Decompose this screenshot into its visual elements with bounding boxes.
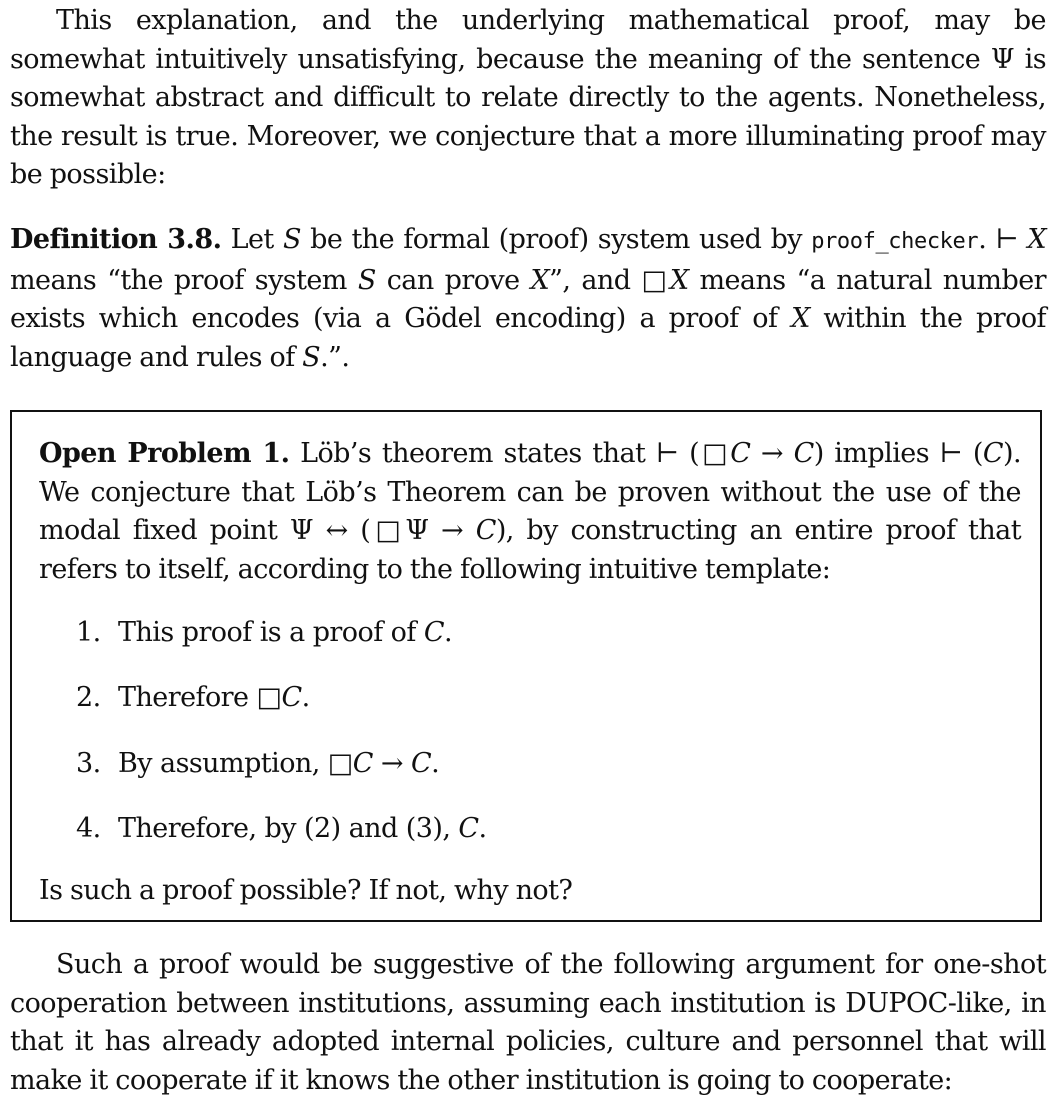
open-problem-text: Löb’s theorem states that ⊢ (□ — [289, 438, 731, 469]
definition-text: ”, and □ — [549, 264, 670, 296]
open-problem-statement — [39, 435, 1021, 589]
list-item-tail: . — [431, 747, 440, 779]
symbol-c: C — [458, 812, 479, 844]
symbol-c: C — [730, 438, 751, 469]
list-item-tail: . — [443, 617, 453, 648]
symbol-c: C — [793, 438, 814, 469]
definition-label: Definition 3.8. — [10, 224, 222, 255]
paragraph-cooperation: Such a proof would be suggestive of the following argument for one-shot cooperation between institutions, assuming each institution is DUPOC-like, in that it has already adopted internal policies, culture and personnel that will make it cooperate if it knows the other institution is going to cooperate: — [10, 949, 1046, 1096]
list-item-number: 2. — [76, 682, 101, 714]
list-item-text: Therefore □ — [118, 682, 282, 714]
symbol-s: S — [357, 264, 376, 296]
symbol-s: S — [282, 224, 301, 255]
symbol-x: X — [1027, 224, 1046, 255]
symbol-x: X — [791, 303, 810, 335]
list-item-text: Therefore, by (2) and (3), — [118, 812, 459, 844]
list-item — [76, 679, 487, 744]
list-item-number: 1. — [76, 617, 101, 648]
list-item-text: By assumption, □ — [118, 747, 353, 779]
list-item-text: This proof is a proof of — [118, 617, 424, 648]
code-proof-checker: proof_checker — [811, 229, 979, 254]
symbol-c: C — [423, 617, 444, 648]
definition-text: be the formal (proof) system used by — [300, 224, 812, 255]
list-item-number: 4. — [76, 812, 101, 844]
definition-text: within the proof language and rules of — [10, 303, 1046, 373]
definition-text: means “a natural number exists which encodes (via a Gödel encoding) a proof of — [10, 264, 1047, 335]
symbol-x: X — [669, 264, 689, 296]
symbol-s: S — [302, 341, 321, 373]
symbol-c: C — [352, 747, 373, 779]
list-item-tail: . — [301, 682, 310, 714]
open-problem-question: Is such a proof possible? If not, why not? — [39, 875, 573, 906]
definition-text: .”. — [320, 341, 350, 373]
list-item-arrow: → — [372, 747, 412, 779]
open-problem-text: ) implies ⊢ ( — [813, 438, 983, 469]
definition-text: means “the proof system — [10, 264, 358, 296]
definition-text: . ⊢ — [978, 224, 1028, 255]
symbol-c: C — [982, 438, 1003, 469]
open-problem-text: ), by constructing an entire proof that refers to itself, according to the following intuitive template: — [39, 515, 1021, 585]
definition-text: can prove — [375, 264, 531, 296]
symbol-c: C — [475, 515, 496, 547]
paragraph-explanation: This explanation, and the underlying mathematical proof, may be somewhat intuitively unsatisfying, because the meaning of the sentence Ψ is somewhat abstract and difficult to relate directly to the agents. Nonetheless, the result is true. Moreover, we conjecture that a more illuminating proof may be possible: — [10, 5, 1046, 191]
proof-template-list — [76, 614, 487, 875]
list-item — [76, 745, 487, 810]
list-item — [76, 614, 487, 679]
symbol-c: C — [411, 747, 432, 779]
open-problem-label: Open Problem 1. — [39, 438, 290, 469]
open-problem-text: ). We conjecture that Löb’s Theorem can be proven without the use of the modal fixed point Ψ ↔ (□Ψ → — [39, 438, 1022, 547]
list-item-tail: . — [478, 812, 487, 844]
open-problem-text: → — [750, 438, 794, 469]
symbol-c: C — [281, 682, 302, 714]
open-problem-box — [10, 410, 1042, 922]
list-item-number: 3. — [76, 747, 101, 779]
symbol-x: X — [530, 264, 550, 296]
definition-3-8 — [10, 221, 1046, 377]
list-item — [76, 810, 487, 875]
definition-text: Let — [221, 224, 283, 255]
